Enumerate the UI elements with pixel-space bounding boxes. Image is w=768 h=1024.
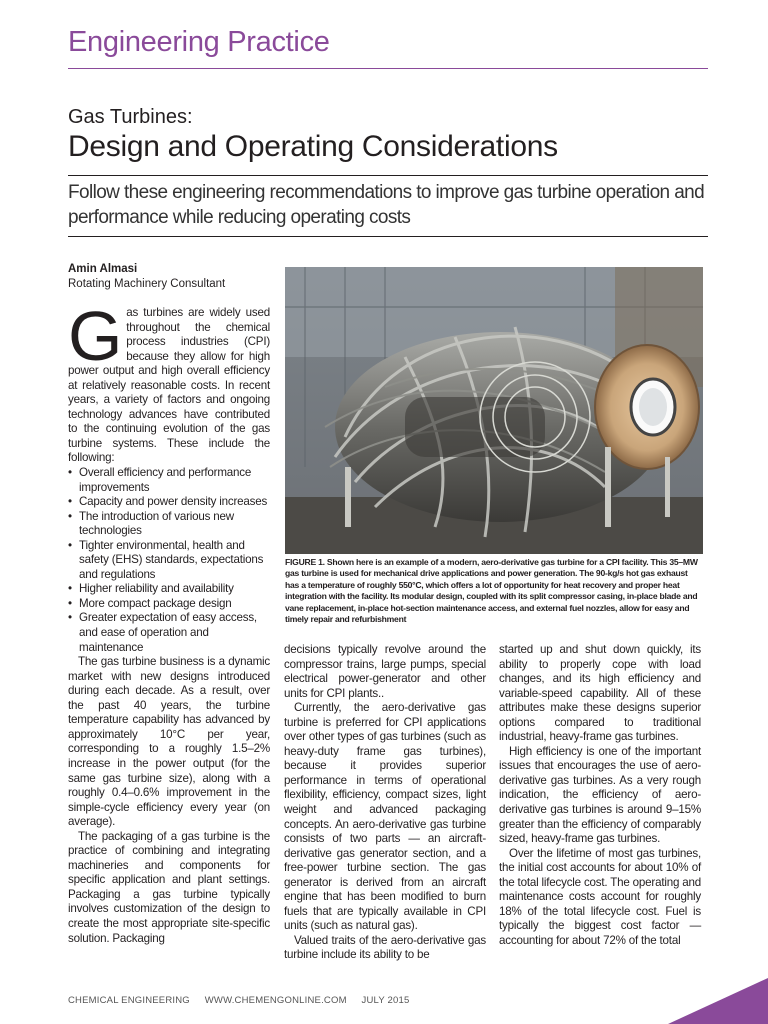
article-kicker: Gas Turbines: [68,106,193,128]
figure-label: FIGURE 1. [285,557,325,567]
page-number: 55 [707,990,720,1002]
deck-rule [68,236,708,237]
body-paragraph: started up and shut down quickly, its ability to properly cope with load changes, and its high efficiency and variable-speed capability. All of these attributes make these designs superior options compared to traditional industrial, heavy-frame gas turbines. [499,643,701,744]
list-item: • Overall efficiency and performance improvements [68,466,270,495]
list-item: • Higher reliability and availability [68,582,270,597]
body-paragraph: decisions typically revolve around the compressor trains, large pumps, special electrical power-generator and other units for CPI plants.. [284,643,486,700]
title-rule [68,175,708,176]
body-column-1 [68,297,270,946]
section-rule [68,68,708,69]
article-title: Design and Operating Considerations [68,130,558,163]
list-item: • More compact package design [68,597,270,612]
footer-publication: CHEMICAL ENGINEERING [68,995,190,1006]
author-role: Rotating Machinery Consultant [68,278,226,290]
body-paragraph: High efficiency is one of the important issues that encourages the use of aero-derivative gas turbines. As a very rough indication, the efficiency of aero-derivative gas turbines is around 9–15% greater than the efficiency of comparably sized, heavy-frame gas turbines. [499,744,701,846]
body-column-3 [499,643,701,948]
article-deck: Follow these engineering recommendations to improve gas turbine operation and performance while reducing operating costs [68,182,705,228]
list-item: • Capacity and power density increases [68,495,270,510]
body-paragraph: Valued traits of the aero-derivative gas turbine include its ability to be [284,933,486,962]
list-item: • Tighter environmental, health and safety (EHS) standards, expectations and regulations [68,539,270,583]
figure-caption [285,557,703,625]
figure-caption-text: Shown here is an example of a modern, aero-derivative gas turbine for a CPI facility. This 35–MW gas turbine is used for mechanical drive applications and power generation. The 90-kg/s hot gas exhaust has a temperature of roughly 550°C, which offers a lot of opportunity for heat recovery and proper heat integration with the facility. Its modular design, coupled with its split compressor casing, in-place blade and vane replacement, in-place hot-section maintenance access, and external fuel nozzles, allow for easy and timely repair and refurbishment [285,557,698,625]
drop-cap: G [68,297,123,375]
list-item: • Greater expectation of easy access, and ease of operation and maintenance [68,611,270,655]
gas-turbine-photo [285,267,703,554]
page-footer [68,995,421,1006]
footer-url: WWW.CHEMENGONLINE.COM [204,995,347,1006]
intro-text: as turbines are widely used throughout the chemical process industries (CPI) because they allow for high power output and high overall efficiency at relatively reasonable costs. In recent years, a variety of factors and ongoing technology advances have contributed to the continuing evolution of the gas turbine systems. These include the following: [68,306,270,465]
author-name: Amin Almasi [68,263,138,275]
body-paragraph: Over the lifetime of most gas turbines, the initial cost accounts for about 10% of the total lifecycle cost. The operating and maintenance costs account for roughly 18% of the total lifecycle cost. Fuel is typically the biggest cost factor — accounting for about 72% of the total [499,846,701,947]
body-paragraph: Currently, the aero-derivative gas turbine is preferred for CPI applications over other types of gas turbines (such as heavy-duty frame gas turbines), because it provides superior performance in terms of operational flexibility, efficiency, compact sizes, light weight and advanced packaging concepts. An aero-derivative gas turbine consists of two parts — an aircraft-derivative gas generator section, and a free-power turbine section. The gas generator is derived from an aircraft engine that has been modified to burn fuels that are typically available in CPI units (such as natural gas). [284,701,486,933]
body-paragraph: The packaging of a gas turbine is the practice of combining and integrating machineries and components for specific application and plant settings. Packaging a gas turbine typically involves customization of the design to create the most appropriate site-specific solution. Packaging [68,829,270,945]
list-item: • The introduction of various new technologies [68,510,270,539]
section-title: Engineering Practice [68,26,330,58]
intro-paragraph [68,297,270,466]
body-column-2 [284,643,486,963]
bullet-list [68,466,270,655]
body-paragraph: The gas turbine business is a dynamic market with new designs introduced during each decade. As a result, over the past 40 years, the turbine temperature capability has advanced by approximately 10°C per year, corresponding to a roughly 1.5–2% increase in the power output (for the same gas turbine size), along with a roughly 0.4–0.6% improvement in the simple-cycle efficiency every year (on average). [68,655,270,829]
footer-date: JULY 2015 [361,995,410,1006]
